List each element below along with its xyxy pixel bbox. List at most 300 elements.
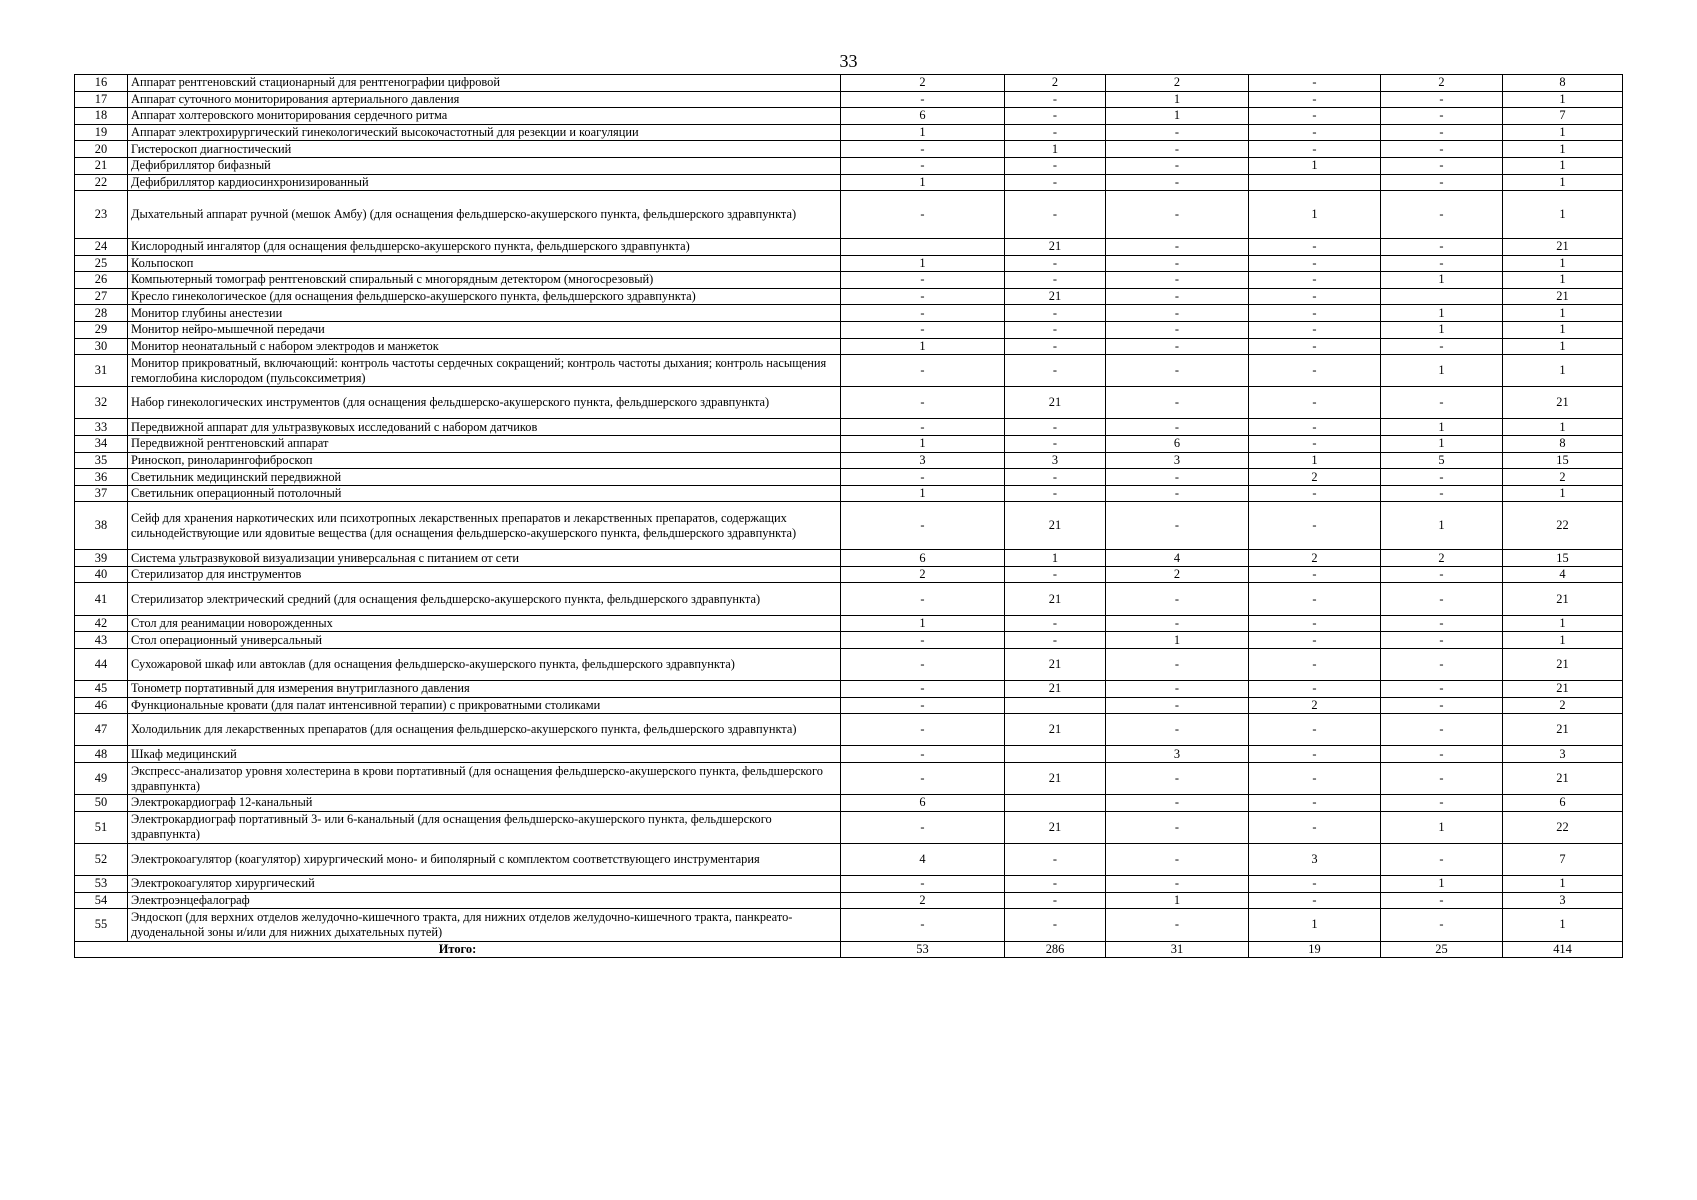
quantity-cell: - xyxy=(1249,321,1381,338)
table-row xyxy=(75,795,1623,812)
quantity-cell: - xyxy=(1249,141,1381,158)
row-number: 44 xyxy=(75,648,128,680)
quantity-cell: 1 xyxy=(1503,876,1623,893)
quantity-cell: - xyxy=(1381,746,1503,763)
quantity-cell: - xyxy=(1249,387,1381,419)
equipment-name: Риноскоп, риноларингофиброскоп xyxy=(128,452,841,469)
quantity-cell: - xyxy=(1249,632,1381,649)
table-row xyxy=(75,892,1623,909)
quantity-cell: - xyxy=(841,583,1005,615)
quantity-cell: - xyxy=(841,191,1005,239)
equipment-name: Дыхательный аппарат ручной (мешок Амбу) (для оснащения фельдшерско-акушерского пункта, фельдшерского здравпункта) xyxy=(128,191,841,239)
quantity-cell xyxy=(841,238,1005,255)
table-row xyxy=(75,75,1623,92)
row-number: 25 xyxy=(75,255,128,272)
equipment-name: Экспресс-анализатор уровня холестерина в крови портативный (для оснащения фельдшерско-акушерского пункта, фельдшерского здравпункта) xyxy=(128,762,841,794)
table-row xyxy=(75,502,1623,550)
equipment-name: Электроэнцефалограф xyxy=(128,892,841,909)
quantity-cell: - xyxy=(1106,321,1249,338)
quantity-cell: - xyxy=(1005,91,1106,108)
quantity-cell: - xyxy=(1381,469,1503,486)
equipment-name: Электрокоагулятор хирургический xyxy=(128,876,841,893)
quantity-cell: 1 xyxy=(1503,305,1623,322)
quantity-cell: 1 xyxy=(1503,157,1623,174)
quantity-cell: - xyxy=(841,876,1005,893)
equipment-name: Электрокардиограф 12-канальный xyxy=(128,795,841,812)
quantity-cell: - xyxy=(1381,795,1503,812)
row-number: 30 xyxy=(75,338,128,355)
row-number: 22 xyxy=(75,174,128,191)
table-row xyxy=(75,321,1623,338)
quantity-cell: 1 xyxy=(1249,191,1381,239)
equipment-name: Набор гинекологических инструментов (для оснащения фельдшерско-акушерского пункта, фельдшерского здравпункта) xyxy=(128,387,841,419)
quantity-cell: - xyxy=(841,648,1005,680)
equipment-name: Кольпоскоп xyxy=(128,255,841,272)
quantity-cell: - xyxy=(841,355,1005,387)
quantity-cell: - xyxy=(1005,338,1106,355)
quantity-cell: - xyxy=(1005,892,1106,909)
equipment-name: Компьютерный томограф рентгеновский спиральный с многорядным детектором (многосрезовый) xyxy=(128,272,841,289)
table-row xyxy=(75,436,1623,453)
equipment-name: Сейф для хранения наркотических или психотропных лекарственных препаратов и лекарственных препаратов, содержащих сильнодействующие или ядовитые вещества (для оснащения фельдшерско-акушерского пункта, фельдшерского здравпункта) xyxy=(128,502,841,550)
table-row xyxy=(75,566,1623,583)
quantity-cell: - xyxy=(1381,91,1503,108)
equipment-name: Холодильник для лекарственных препаратов (для оснащения фельдшерско-акушерского пункта, фельдшерского здравпункта) xyxy=(128,714,841,746)
quantity-cell: 1 xyxy=(1381,811,1503,843)
quantity-cell: 6 xyxy=(841,795,1005,812)
quantity-cell: 1 xyxy=(1106,108,1249,125)
quantity-cell: - xyxy=(1249,714,1381,746)
quantity-cell: 3 xyxy=(1249,843,1381,875)
quantity-cell: 1 xyxy=(1503,255,1623,272)
quantity-cell: - xyxy=(1106,141,1249,158)
quantity-cell: 21 xyxy=(1503,288,1623,305)
equipment-name: Монитор прикроватный, включающий: контроль частоты сердечных сокращений; контроль частоты дыхания; контроль насыщения гемоглобина кислородом (пульсоксиметрия) xyxy=(128,355,841,387)
quantity-cell: 1 xyxy=(1249,909,1381,941)
quantity-cell: - xyxy=(1106,419,1249,436)
quantity-cell: 21 xyxy=(1005,762,1106,794)
table-row xyxy=(75,157,1623,174)
row-number: 19 xyxy=(75,124,128,141)
quantity-cell: 1 xyxy=(1249,452,1381,469)
total-value: 25 xyxy=(1381,941,1503,957)
quantity-cell: 2 xyxy=(1249,550,1381,567)
total-value: 53 xyxy=(841,941,1005,957)
row-number: 35 xyxy=(75,452,128,469)
row-number: 27 xyxy=(75,288,128,305)
quantity-cell: - xyxy=(841,909,1005,941)
quantity-cell: - xyxy=(1249,272,1381,289)
quantity-cell: 21 xyxy=(1005,502,1106,550)
table-row xyxy=(75,648,1623,680)
quantity-cell xyxy=(1381,288,1503,305)
row-number: 49 xyxy=(75,762,128,794)
quantity-cell: 1 xyxy=(1503,174,1623,191)
row-number: 41 xyxy=(75,583,128,615)
table-row xyxy=(75,238,1623,255)
row-number: 47 xyxy=(75,714,128,746)
quantity-cell: 1 xyxy=(1503,632,1623,649)
quantity-cell: - xyxy=(1106,502,1249,550)
quantity-cell: - xyxy=(841,681,1005,698)
equipment-name: Аппарат суточного мониторирования артериального давления xyxy=(128,91,841,108)
quantity-cell: - xyxy=(1106,157,1249,174)
quantity-cell: 1 xyxy=(1106,892,1249,909)
quantity-cell: - xyxy=(841,91,1005,108)
table-row xyxy=(75,355,1623,387)
quantity-cell: - xyxy=(1381,909,1503,941)
quantity-cell: - xyxy=(1249,681,1381,698)
table-row xyxy=(75,762,1623,794)
equipment-name: Эндоскоп (для верхних отделов желудочно-кишечного тракта, для нижних отделов желудочно-кишечного тракта, панкреато-дуоденальной зоны и/или для нижних дыхательных путей) xyxy=(128,909,841,941)
quantity-cell: - xyxy=(841,288,1005,305)
total-value: 19 xyxy=(1249,941,1381,957)
quantity-cell: - xyxy=(1381,583,1503,615)
table-row xyxy=(75,91,1623,108)
quantity-cell: 1 xyxy=(1503,338,1623,355)
table-row xyxy=(75,255,1623,272)
table-row xyxy=(75,876,1623,893)
quantity-cell: - xyxy=(1005,436,1106,453)
row-number: 32 xyxy=(75,387,128,419)
equipment-name: Монитор неонатальный с набором электродов и манжеток xyxy=(128,338,841,355)
quantity-cell: 8 xyxy=(1503,436,1623,453)
equipment-name: Светильник медицинский передвижной xyxy=(128,469,841,486)
quantity-cell: - xyxy=(1106,387,1249,419)
total-label: Итого: xyxy=(75,941,841,957)
quantity-cell: - xyxy=(1381,843,1503,875)
quantity-cell: - xyxy=(841,419,1005,436)
equipment-table-body xyxy=(75,75,1623,958)
quantity-cell: - xyxy=(1381,566,1503,583)
quantity-cell: - xyxy=(1005,174,1106,191)
equipment-name: Передвижной рентгеновский аппарат xyxy=(128,436,841,453)
quantity-cell: 1 xyxy=(841,255,1005,272)
quantity-cell: 6 xyxy=(841,550,1005,567)
quantity-cell: - xyxy=(1249,238,1381,255)
equipment-name: Электрокоагулятор (коагулятор) хирургический моно- и биполярный с комплектом соответствующего инструментария xyxy=(128,843,841,875)
quantity-cell: - xyxy=(1249,75,1381,92)
quantity-cell: - xyxy=(1106,272,1249,289)
total-value: 414 xyxy=(1503,941,1623,957)
quantity-cell: - xyxy=(1106,648,1249,680)
equipment-name: Тонометр портативный для измерения внутриглазного давления xyxy=(128,681,841,698)
quantity-cell: - xyxy=(841,305,1005,322)
table-row xyxy=(75,338,1623,355)
equipment-name: Сухожаровой шкаф или автоклав (для оснащения фельдшерско-акушерского пункта, фельдшерского здравпункта) xyxy=(128,648,841,680)
quantity-cell: - xyxy=(841,762,1005,794)
equipment-name: Монитор глубины анестезии xyxy=(128,305,841,322)
table-row xyxy=(75,387,1623,419)
equipment-name: Стерилизатор для инструментов xyxy=(128,566,841,583)
equipment-name: Стерилизатор электрический средний (для оснащения фельдшерско-акушерского пункта, фельдшерского здравпункта) xyxy=(128,583,841,615)
quantity-cell: 1 xyxy=(1381,436,1503,453)
quantity-cell: - xyxy=(1381,762,1503,794)
quantity-cell: - xyxy=(1249,419,1381,436)
quantity-cell: - xyxy=(1005,305,1106,322)
quantity-cell: 6 xyxy=(1106,436,1249,453)
quantity-cell: 21 xyxy=(1005,288,1106,305)
equipment-name: Монитор нейро-мышечной передачи xyxy=(128,321,841,338)
quantity-cell: - xyxy=(1249,583,1381,615)
quantity-cell: - xyxy=(1106,255,1249,272)
table-row xyxy=(75,124,1623,141)
row-number: 52 xyxy=(75,843,128,875)
total-value: 31 xyxy=(1106,941,1249,957)
quantity-cell: 2 xyxy=(1249,697,1381,714)
quantity-cell: - xyxy=(1249,615,1381,632)
quantity-cell: - xyxy=(1106,843,1249,875)
row-number: 24 xyxy=(75,238,128,255)
quantity-cell: - xyxy=(1106,485,1249,502)
quantity-cell: 1 xyxy=(1381,876,1503,893)
quantity-cell: - xyxy=(1106,909,1249,941)
quantity-cell: 2 xyxy=(1106,566,1249,583)
row-number: 46 xyxy=(75,697,128,714)
quantity-cell: - xyxy=(1381,108,1503,125)
quantity-cell: 21 xyxy=(1503,387,1623,419)
row-number: 16 xyxy=(75,75,128,92)
row-number: 40 xyxy=(75,566,128,583)
quantity-cell: - xyxy=(1005,108,1106,125)
quantity-cell: 1 xyxy=(1005,550,1106,567)
quantity-cell: - xyxy=(1381,632,1503,649)
quantity-cell: 2 xyxy=(1249,469,1381,486)
row-number: 55 xyxy=(75,909,128,941)
quantity-cell: - xyxy=(1249,762,1381,794)
quantity-cell: 3 xyxy=(1005,452,1106,469)
quantity-cell: 1 xyxy=(1005,141,1106,158)
table-row xyxy=(75,843,1623,875)
quantity-cell: - xyxy=(1381,338,1503,355)
quantity-cell: - xyxy=(841,469,1005,486)
quantity-cell: - xyxy=(841,714,1005,746)
quantity-cell: 21 xyxy=(1503,714,1623,746)
quantity-cell: 1 xyxy=(1381,355,1503,387)
quantity-cell: - xyxy=(1005,191,1106,239)
equipment-name: Электрокардиограф портативный 3- или 6-канальный (для оснащения фельдшерско-акушерского пункта, фельдшерского здравпункта) xyxy=(128,811,841,843)
quantity-cell: 2 xyxy=(841,566,1005,583)
quantity-cell: - xyxy=(1106,762,1249,794)
quantity-cell xyxy=(1005,795,1106,812)
quantity-cell: - xyxy=(1381,681,1503,698)
quantity-cell: - xyxy=(1106,811,1249,843)
equipment-name: Кислородный ингалятор (для оснащения фельдшерско-акушерского пункта, фельдшерского здравпункта) xyxy=(128,238,841,255)
quantity-cell: 21 xyxy=(1005,648,1106,680)
table-row xyxy=(75,485,1623,502)
quantity-cell: - xyxy=(1005,355,1106,387)
row-number: 45 xyxy=(75,681,128,698)
total-row xyxy=(75,941,1623,957)
quantity-cell: - xyxy=(1249,255,1381,272)
quantity-cell: 1 xyxy=(841,124,1005,141)
quantity-cell: - xyxy=(1106,583,1249,615)
table-row xyxy=(75,615,1623,632)
quantity-cell: - xyxy=(1249,305,1381,322)
quantity-cell: 3 xyxy=(1503,746,1623,763)
quantity-cell: - xyxy=(1106,697,1249,714)
quantity-cell: 21 xyxy=(1503,648,1623,680)
equipment-name: Стол для реанимации новорожденных xyxy=(128,615,841,632)
equipment-name: Кресло гинекологическое (для оснащения фельдшерско-акушерского пункта, фельдшерского здравпункта) xyxy=(128,288,841,305)
equipment-name: Дефибриллятор бифазный xyxy=(128,157,841,174)
quantity-cell: - xyxy=(1381,157,1503,174)
table-row xyxy=(75,272,1623,289)
quantity-cell: - xyxy=(1249,108,1381,125)
quantity-cell: 22 xyxy=(1503,502,1623,550)
row-number: 33 xyxy=(75,419,128,436)
quantity-cell: - xyxy=(1381,191,1503,239)
quantity-cell: - xyxy=(1381,387,1503,419)
quantity-cell: 21 xyxy=(1005,387,1106,419)
quantity-cell: - xyxy=(1106,288,1249,305)
quantity-cell: - xyxy=(1381,124,1503,141)
row-number: 38 xyxy=(75,502,128,550)
quantity-cell: - xyxy=(841,502,1005,550)
row-number: 43 xyxy=(75,632,128,649)
quantity-cell: 21 xyxy=(1503,681,1623,698)
quantity-cell xyxy=(1005,746,1106,763)
quantity-cell: - xyxy=(1005,843,1106,875)
row-number: 29 xyxy=(75,321,128,338)
row-number: 17 xyxy=(75,91,128,108)
quantity-cell: - xyxy=(1381,714,1503,746)
quantity-cell: - xyxy=(1381,174,1503,191)
table-row xyxy=(75,452,1623,469)
quantity-cell: 1 xyxy=(1503,124,1623,141)
quantity-cell: - xyxy=(1249,892,1381,909)
row-number: 28 xyxy=(75,305,128,322)
quantity-cell: - xyxy=(1005,469,1106,486)
quantity-cell: 21 xyxy=(1005,583,1106,615)
quantity-cell: 1 xyxy=(1249,157,1381,174)
quantity-cell: - xyxy=(1249,648,1381,680)
quantity-cell: 2 xyxy=(1106,75,1249,92)
table-row xyxy=(75,681,1623,698)
row-number: 26 xyxy=(75,272,128,289)
quantity-cell: - xyxy=(841,632,1005,649)
quantity-cell: - xyxy=(1106,355,1249,387)
quantity-cell: - xyxy=(1381,892,1503,909)
row-number: 51 xyxy=(75,811,128,843)
quantity-cell xyxy=(1005,697,1106,714)
table-row xyxy=(75,811,1623,843)
quantity-cell: - xyxy=(1249,566,1381,583)
quantity-cell: - xyxy=(841,746,1005,763)
quantity-cell: - xyxy=(841,387,1005,419)
equipment-name: Светильник операционный потолочный xyxy=(128,485,841,502)
quantity-cell: - xyxy=(1106,615,1249,632)
equipment-name: Функциональные кровати (для палат интенсивной терапии) с прикроватными столиками xyxy=(128,697,841,714)
quantity-cell: 1 xyxy=(1503,141,1623,158)
table-row xyxy=(75,714,1623,746)
quantity-cell: - xyxy=(1005,272,1106,289)
quantity-cell: 22 xyxy=(1503,811,1623,843)
quantity-cell: 1 xyxy=(841,174,1005,191)
quantity-cell: 1 xyxy=(841,436,1005,453)
quantity-cell: 2 xyxy=(1381,550,1503,567)
quantity-cell: - xyxy=(1249,355,1381,387)
quantity-cell: - xyxy=(1106,714,1249,746)
quantity-cell: 1 xyxy=(1503,909,1623,941)
quantity-cell: - xyxy=(1106,191,1249,239)
quantity-cell: - xyxy=(1106,124,1249,141)
quantity-cell: - xyxy=(1005,255,1106,272)
equipment-name: Стол операционный универсальный xyxy=(128,632,841,649)
quantity-cell: - xyxy=(841,697,1005,714)
quantity-cell: - xyxy=(1005,157,1106,174)
row-number: 54 xyxy=(75,892,128,909)
quantity-cell: - xyxy=(1249,795,1381,812)
equipment-name: Аппарат электрохирургический гинекологический высокочастотный для резекции и коагуляции xyxy=(128,124,841,141)
quantity-cell: 21 xyxy=(1503,762,1623,794)
quantity-cell: 6 xyxy=(841,108,1005,125)
quantity-cell: 1 xyxy=(1381,305,1503,322)
equipment-name: Дефибриллятор кардиосинхронизированный xyxy=(128,174,841,191)
quantity-cell: 1 xyxy=(1381,502,1503,550)
quantity-cell: - xyxy=(1005,485,1106,502)
quantity-cell: 2 xyxy=(1503,697,1623,714)
quantity-cell: 4 xyxy=(1503,566,1623,583)
quantity-cell: - xyxy=(1005,615,1106,632)
quantity-cell: 1 xyxy=(841,485,1005,502)
quantity-cell: 5 xyxy=(1381,452,1503,469)
quantity-cell: - xyxy=(1106,305,1249,322)
table-row xyxy=(75,550,1623,567)
quantity-cell: 6 xyxy=(1503,795,1623,812)
table-row xyxy=(75,746,1623,763)
quantity-cell: - xyxy=(1381,648,1503,680)
quantity-cell: - xyxy=(1381,697,1503,714)
row-number: 36 xyxy=(75,469,128,486)
quantity-cell: 3 xyxy=(1106,452,1249,469)
quantity-cell: - xyxy=(1106,681,1249,698)
quantity-cell: - xyxy=(1381,485,1503,502)
quantity-cell: - xyxy=(841,272,1005,289)
equipment-name: Передвижной аппарат для ультразвуковых исследований с набором датчиков xyxy=(128,419,841,436)
quantity-cell: 1 xyxy=(1503,272,1623,289)
table-row xyxy=(75,108,1623,125)
quantity-cell: 1 xyxy=(1503,419,1623,436)
table-row xyxy=(75,141,1623,158)
quantity-cell: 1 xyxy=(1106,632,1249,649)
quantity-cell: 1 xyxy=(841,338,1005,355)
quantity-cell: - xyxy=(1249,876,1381,893)
quantity-cell: - xyxy=(1005,321,1106,338)
quantity-cell: - xyxy=(1106,795,1249,812)
quantity-cell: 1 xyxy=(1503,321,1623,338)
quantity-cell: 7 xyxy=(1503,108,1623,125)
quantity-cell: - xyxy=(1381,238,1503,255)
table-row xyxy=(75,419,1623,436)
quantity-cell: 1 xyxy=(1503,485,1623,502)
row-number: 21 xyxy=(75,157,128,174)
quantity-cell: - xyxy=(841,141,1005,158)
equipment-name: Система ультразвуковой визуализации универсальная с питанием от сети xyxy=(128,550,841,567)
quantity-cell: - xyxy=(1249,338,1381,355)
quantity-cell: - xyxy=(1106,238,1249,255)
table-row xyxy=(75,305,1623,322)
quantity-cell: - xyxy=(1005,124,1106,141)
quantity-cell: - xyxy=(1005,566,1106,583)
equipment-name: Гистероскоп диагностический xyxy=(128,141,841,158)
row-number: 37 xyxy=(75,485,128,502)
page-number: 33 xyxy=(839,51,858,71)
quantity-cell: - xyxy=(1249,124,1381,141)
quantity-cell: 15 xyxy=(1503,550,1623,567)
quantity-cell: 1 xyxy=(1503,355,1623,387)
equipment-table xyxy=(74,74,1623,958)
